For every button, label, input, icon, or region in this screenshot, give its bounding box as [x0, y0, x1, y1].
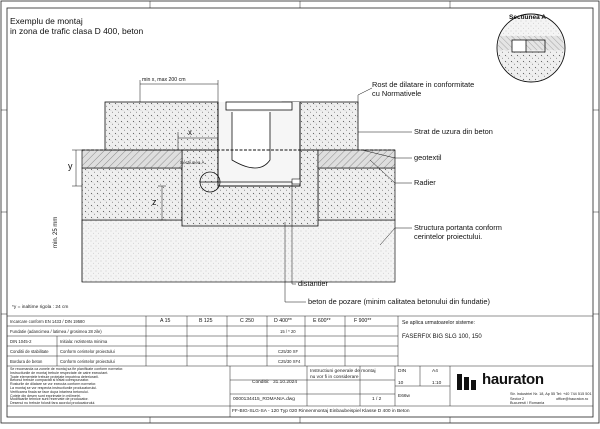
company-name: hauraton	[482, 371, 544, 388]
hauraton-logo-icon	[455, 372, 481, 392]
wear-layer-callout: Strat de uzura din beton	[414, 127, 493, 136]
channel-height-note: *y = inaltime rigola : 24 cm	[12, 305, 69, 310]
top-dimension-label: min x, max 200 cm	[142, 77, 186, 83]
din-label: DIN 1045-2	[10, 339, 32, 344]
class-f900: F 900**	[354, 318, 372, 324]
product-name: FASERFIX BIG SLG 100, 150	[402, 334, 482, 340]
expansion-joint-line1: Rost de dilatare in conformitate	[372, 80, 475, 89]
note-line: Cotele din desen sunt exprimate in milimetri.	[10, 393, 81, 398]
date-value: 31.10.2024	[273, 380, 298, 385]
strength-d400: C25/30 XF	[278, 349, 299, 354]
y-dimension-label: y	[68, 161, 73, 171]
title-line2: in zona de trafic clasa D 400, beton	[10, 26, 144, 36]
min-depth-label: min. 25 mm	[53, 216, 59, 248]
doc-number: 0000134415_ROMANIA.dwg	[233, 397, 295, 402]
foundation-label: Fundatie (adancimea / latimea / grosimea 28 zile)	[10, 329, 102, 334]
din-format-label: DIN	[398, 369, 407, 374]
section-a-label: Sectiunea A	[509, 14, 546, 21]
curb-value: Conform cerintelor proiectului	[60, 359, 115, 364]
sheet-number: 1 / 2	[372, 397, 382, 402]
class-d400: D 400**	[274, 318, 292, 324]
curb-label: Bordura de beton	[10, 359, 43, 364]
note-line: Modificarile tehnice sunt rezervate de producator.	[10, 397, 89, 402]
note-line: Betonul trebuie compactat si tratat corespunzator.	[10, 378, 90, 383]
scale-ratio: 1:10	[432, 381, 442, 386]
foundation-d400: 15 / * 20	[280, 329, 296, 334]
size-label: E66w	[398, 394, 410, 399]
company-email: office@hauraton.ro	[556, 397, 589, 401]
bearing-structure-callout: Structura portanta conform cerintelor proiectului.	[414, 223, 502, 241]
note-line: Se recomanda ca zonele de montaj sa fie planificate conform normelor.	[10, 367, 124, 371]
base-slab-callout: Radier	[414, 178, 436, 187]
geotextile-callout: geotextil	[414, 153, 442, 162]
product-heading: Se aplica urmatoarelor sisteme:	[402, 320, 475, 326]
class-c250: C 250	[240, 318, 254, 324]
bedding-concrete-callout: beton de pozare (minim calitatea betonului din fundatie)	[308, 297, 491, 306]
page-number: 10	[398, 381, 404, 386]
company-address1: Str. Industriei Nr. 18, Ap 55	[510, 392, 556, 396]
expansion-joint-line2: cu Normativele	[372, 88, 422, 98]
condition-label: Conditii:	[252, 380, 270, 385]
stability-d400: C25/30 XF4	[278, 359, 301, 364]
company-address3: Bucuresti / Romania	[510, 401, 545, 405]
strength-label: Initiala: rezistenta minima	[60, 339, 108, 344]
load-class-label: Incarcare conform EN 1433 / DIN 19580	[10, 319, 85, 324]
note-line: Desenul nu trebuie folosit fara acordul producatorului.	[10, 401, 96, 406]
description-line2: nu vor fi in considerare	[310, 375, 359, 380]
description-line1: Instructiuni generale de montaj	[310, 369, 376, 374]
note-line: La montaj se vor respecta instructiunile producatorului.	[10, 385, 98, 390]
z-dimension-label: z	[152, 197, 157, 207]
spacer-callout: distantier	[298, 279, 328, 288]
title-line1: Exemplu de montaj	[10, 16, 83, 26]
company-phone: Tel: +40 744 515 501	[556, 392, 592, 396]
company-address2: Sector 2	[510, 397, 525, 401]
notes-block	[10, 368, 228, 406]
class-a15: A 15	[160, 318, 171, 324]
note-line: Toate elementele trebuie protejate impotriva deteriorarii.	[10, 374, 99, 379]
note-line: Rosturile de dilatare se vor executa conform normelor.	[10, 382, 97, 387]
din-format-value: A4	[432, 369, 438, 374]
note-line: Instructiunile de montaj trebuie respectate de catre executant.	[10, 370, 109, 375]
drawing-code: FF-BIG-SLG-SA - 120 Typ 020 Rinnenmontaj Einbaubeispiel Klasse D 400 in Beton	[232, 409, 410, 414]
section-ref-label: Sectiunea A	[180, 160, 205, 165]
stability-value: Conform cerintelor proiectului	[60, 349, 115, 354]
x-dimension-label: x	[188, 128, 192, 137]
stability-label: Conditii de stabilitate	[10, 349, 49, 354]
class-b125: B 125	[199, 318, 213, 324]
class-e600: E 600**	[313, 318, 331, 324]
note-line: Verificarea finala se face dupa intarirea betonului.	[10, 389, 89, 394]
